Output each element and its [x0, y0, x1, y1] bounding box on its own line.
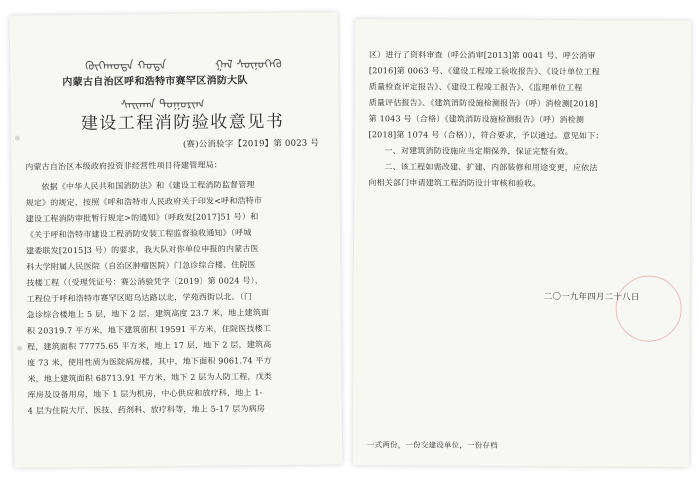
body-line: 质量检查评定报告》、《建设工程竣工报告》、《监理单位工程	[368, 82, 583, 93]
binding-hole	[17, 346, 22, 351]
mongolian-script-text: ᠰᠠᠢᠬᠠᠨ ᠲᠣᠭᠣᠷᠢᠭ	[120, 96, 205, 112]
issuing-organization: 内蒙古自治区呼和浩特市赛罕区消防大队	[62, 75, 248, 89]
body-line: 第 1043 号（合格）《建筑消防设施检测报告》（呼）消检测	[368, 114, 585, 125]
addressee: 内蒙古自治区本级政府投资非经营性项目待建管理局：	[25, 160, 223, 172]
body-line: 急诊综合楼地上 5 层，地下 2 层，建筑高度 23.7 米，地上建筑面	[26, 308, 270, 320]
body-line: 向相关部门申请建筑工程消防设计审核和验收。	[368, 178, 541, 189]
body-line: 《关于呼和浩特市建设工程消防安装工程监督验收通知》（呼城	[25, 228, 252, 240]
body-line: 米，地上建筑面积 68713.91 平方米，地下 2 层为人防工程，戊类	[27, 372, 273, 384]
document-title: 建设工程消防验收意见书	[80, 111, 285, 134]
binding-hole	[15, 136, 20, 141]
issue-date: 二〇一九年四月二十八日	[543, 292, 640, 303]
body-line: [2018]第 1074 号（合格）），符合要求，予以通过。意见如下：	[368, 130, 604, 141]
copy-distribution-note: 一式两份，一份交建设单位，一份存档	[366, 440, 498, 450]
body-line: 度 73 米，使用性质为医院病房楼，其中，地下面积 9061.74 平方	[27, 356, 272, 368]
official-seal-stamp	[615, 275, 681, 341]
opinion-item-2: 二、该工程如需改建、扩建、内部装修和用途变更，应依法	[384, 162, 598, 173]
mongolian-script-text: ᠭᠠᠯ ᠰᠥᠨᠦᠭᠡᠬᠦ	[215, 56, 282, 72]
body-line: 质量评估报告》、《建筑消防设施检测报告》（呼）消检测[2018]	[368, 98, 598, 109]
document-page-left	[10, 12, 343, 467]
document-page-right	[353, 19, 691, 467]
body-line: 建委联发[2015]3 号）的要求，我大队对你单位申报的内蒙古医	[26, 244, 259, 256]
mongolian-script-text: ᠬᠥᠬᠡᠬᠣᠲᠠ ᠬᠣᠲᠠ	[85, 58, 167, 73]
body-line: 程，建筑面积 77775.65 平方米，地上 17 层，地下 2 层，建筑高	[27, 340, 272, 352]
body-line: 积 20319.7 平方米，地下建筑面积 19591 平方米，住院医技楼工	[26, 324, 272, 336]
body-line: 建设工程消防审批暂行规定>的通知》（呼政发[2017]51 号）和	[25, 212, 259, 224]
body-line: 区）进行了资料审查（呼公消审[2013]第 0041 号、呼公消审	[368, 50, 596, 61]
body-line: 库房及设备用房，地下 1 层为机房，中心供应和放疗科，地上 1-	[27, 388, 263, 400]
document-number: (赛)公消验字【2019】第 0023 号	[182, 138, 320, 150]
body-line: 依据《中华人民共和国消防法》和《建设工程消防监督管理	[41, 180, 255, 192]
body-line: 工程位于呼和浩特市赛罕区昭乌达路以北，学苑西街以北。（门	[26, 292, 253, 304]
body-line: [2016]第 0063 号、《建设工程竣工验收报告》、《设计单位工程	[368, 66, 600, 77]
body-line: 科大学附属人民医院（自治区肿瘤医院）门急诊综合楼、住院医	[26, 260, 256, 272]
body-line: 4 层为住院大厅、医技、药剂科、放疗科等，地上 5-17 层为病房	[27, 404, 266, 416]
body-line: 技楼工程（（受理凭证号：赛公消验凭字〔2019〕第 0024 号），	[26, 276, 264, 288]
opinion-item-1: 一、对建筑消防设施应当定期保养，保证完整有效。	[384, 146, 574, 157]
body-line: 规定》的规定，按照《呼和浩特市人民政府关于印发<呼和浩特市	[25, 196, 263, 208]
